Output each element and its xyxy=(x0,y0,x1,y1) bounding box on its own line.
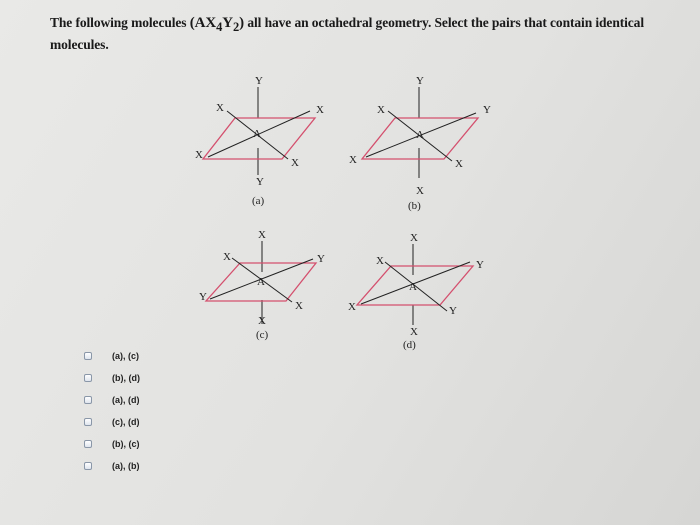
atom-center: A xyxy=(416,129,424,141)
atom-front-right: X xyxy=(455,158,463,170)
atom-center: A xyxy=(253,128,261,140)
option-label: (a), (b) xyxy=(112,461,140,471)
option-a-b[interactable] xyxy=(84,455,140,477)
atom-back-right: Y xyxy=(476,259,484,271)
option-checkbox[interactable] xyxy=(84,352,92,360)
atom-front-right: X xyxy=(295,300,303,312)
atom-back-left: X xyxy=(216,102,224,114)
molecule-c xyxy=(199,229,325,341)
option-label: (b), (c) xyxy=(112,439,140,449)
atom-center: A xyxy=(409,281,417,293)
atom-back-right: Y xyxy=(317,253,325,265)
atom-back-left: X xyxy=(376,255,384,267)
atom-front-left: X xyxy=(195,149,203,161)
option-c-d[interactable] xyxy=(84,411,140,433)
molecule-caption: (a) xyxy=(252,195,265,207)
atom-back-left: X xyxy=(223,251,231,263)
option-checkbox[interactable] xyxy=(84,440,92,448)
option-label: (b), (d) xyxy=(112,373,140,383)
atom-top: X xyxy=(258,229,266,241)
option-label: (a), (c) xyxy=(112,351,139,361)
option-checkbox[interactable] xyxy=(84,396,92,404)
atom-bottom: X xyxy=(416,185,424,197)
molecule-formula: $(AX_4Y_2)$ xyxy=(189,15,245,34)
atom-front-right: Y xyxy=(449,305,457,317)
atom-back-right: Y xyxy=(483,104,491,116)
molecule-caption: (b) xyxy=(408,200,421,212)
option-checkbox[interactable] xyxy=(84,374,92,382)
atom-back-right: X xyxy=(316,104,324,116)
atom-center: A xyxy=(257,276,265,288)
atom-top: X xyxy=(410,232,418,244)
atom-back-left: X xyxy=(377,104,385,116)
molecule-d xyxy=(348,232,484,351)
option-checkbox[interactable] xyxy=(84,418,92,426)
molecule-b xyxy=(349,75,491,212)
atom-top: Y xyxy=(416,75,424,87)
atom-top: Y xyxy=(255,75,263,87)
question-intro: The following molecules xyxy=(50,15,187,30)
question-rest: all have an octahedral geometry. Select the pairs that contain identical molecules. xyxy=(50,15,644,52)
option-label: (a), (d) xyxy=(112,395,140,405)
option-b-d[interactable] xyxy=(84,367,140,389)
atom-bottom: Y xyxy=(256,176,264,188)
option-label: (c), (d) xyxy=(112,417,140,427)
molecule-a xyxy=(195,75,324,207)
option-a-c[interactable] xyxy=(84,345,140,367)
answer-options xyxy=(84,345,140,477)
option-a-d[interactable] xyxy=(84,389,140,411)
option-b-c[interactable] xyxy=(84,433,140,455)
atom-front-left: X xyxy=(349,154,357,166)
atom-front-right: X xyxy=(291,157,299,169)
molecule-caption: (d) xyxy=(403,339,416,351)
atom-front-left: X xyxy=(348,301,356,313)
option-checkbox[interactable] xyxy=(84,462,92,470)
molecule-caption: (c) xyxy=(256,329,269,341)
atom-bottom: X xyxy=(258,315,266,327)
atom-front-left: Y xyxy=(199,291,207,303)
atom-bottom: X xyxy=(410,326,418,338)
